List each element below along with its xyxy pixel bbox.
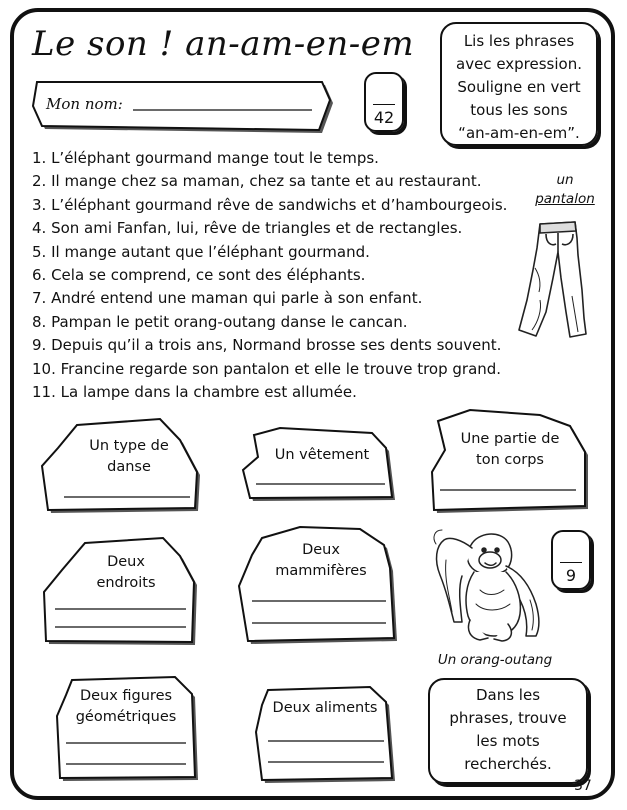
category-label-line: Un vêtement — [274, 447, 370, 463]
sentence: 2. Il mange chez sa maman, chez sa tante et au restaurant. — [32, 172, 482, 191]
sentence-list — [32, 147, 522, 404]
category-label-line: Deux — [107, 554, 145, 570]
category-label-line: Deux aliments — [272, 700, 378, 716]
category-label-line: Deux figures — [79, 688, 173, 704]
category-label-line: mammifères — [275, 563, 367, 579]
find-words-line: phrases, trouve — [449, 709, 567, 727]
category-label-line: géométriques — [75, 709, 177, 725]
category-label-body-part — [440, 429, 580, 471]
pants-caption-line: un — [556, 172, 574, 188]
pants-illustration — [519, 222, 586, 337]
name-label: Mon nom: — [46, 95, 123, 113]
sentence: 5. Il mange autant que l’éléphant gourmand. — [32, 242, 370, 261]
sentence: 9. Depuis qu’il a trois ans, Normand brosse ses dents souvent. — [32, 336, 502, 355]
score-box-bottom — [551, 530, 591, 590]
score-total: 9 — [565, 566, 577, 585]
category-label-mammals — [256, 540, 386, 582]
category-label-dance — [70, 436, 188, 478]
find-words-line: les mots — [476, 732, 540, 750]
category-label-shapes — [64, 686, 188, 728]
pants-caption — [530, 172, 600, 207]
sentence: 7. André entend une maman qui parle à son enfant. — [32, 289, 423, 308]
orangutan-caption: Un orang-outang — [437, 652, 553, 668]
category-label-line: Une partie de — [460, 431, 560, 447]
category-label-line: Deux — [302, 542, 340, 558]
sentence: 3. L’éléphant gourmand rêve de sandwichs et d’hambourgeois. — [32, 195, 508, 214]
orangutan-illustration — [434, 530, 539, 641]
instructions-line: avec expression. — [456, 55, 582, 73]
sentence: 8. Pampan le petit orang-outang danse le cancan. — [32, 312, 408, 331]
instructions-line: “an-am-en-em”. — [458, 124, 580, 142]
category-label-line: danse — [107, 459, 151, 475]
instructions-line: tous les sons — [470, 101, 568, 119]
category-label-clothing — [258, 445, 386, 466]
find-words-box — [428, 678, 588, 784]
score-total: 42 — [373, 108, 395, 127]
sentence: 1. L’éléphant gourmand mange tout le temps. — [32, 149, 379, 167]
sentence: 10. Francine regarde son pantalon et elle le trouve trop grand. — [32, 359, 502, 378]
score-write-line[interactable] — [560, 562, 582, 563]
category-label-line: ton corps — [476, 452, 544, 468]
page-number: 37 — [574, 778, 592, 794]
page-title: Le son ! an-am-en-em — [32, 24, 415, 64]
category-label-places — [66, 552, 186, 594]
sentence: 4. Son ami Fanfan, lui, rêve de triangles et de rectangles. — [32, 219, 463, 238]
score-box-top — [364, 72, 404, 132]
find-words-line: Dans les — [475, 686, 541, 704]
sentence: 11. La lampe dans la chambre est allumée. — [32, 383, 357, 402]
sentence: 6. Cela se comprend, ce sont des éléphants. — [32, 266, 366, 285]
pants-caption-line: pantalon — [535, 191, 595, 207]
category-label-line: Un type de — [89, 438, 169, 454]
category-label-foods — [262, 698, 388, 719]
score-write-line[interactable] — [373, 104, 395, 105]
find-words-line: recherchés. — [464, 755, 552, 773]
instructions-line: Souligne en vert — [457, 78, 581, 96]
instructions-line: Lis les phrases — [463, 32, 575, 50]
category-label-line: endroits — [96, 575, 156, 591]
